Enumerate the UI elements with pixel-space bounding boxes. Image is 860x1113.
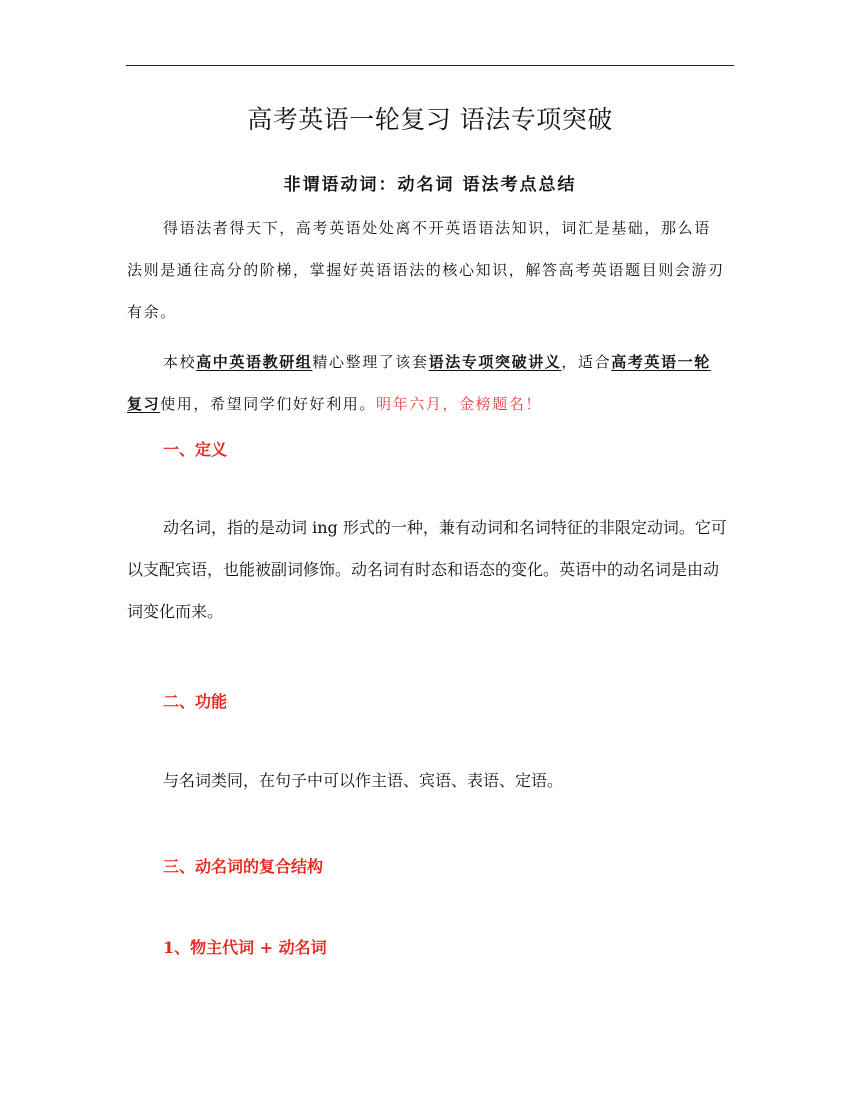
intro-text-part3: ，适合 bbox=[561, 353, 612, 371]
definition-text: 动名词，指的是动词 ing 形式的一种，兼有动词和名词特征的非限定动词。它可以支配宾语，也能被副词修饰。动名词有时态和语态的变化。英语中的动名词是由动词变化而来。 bbox=[127, 518, 727, 621]
section-body-function bbox=[127, 760, 727, 802]
intro-paragraph-1 bbox=[127, 207, 727, 333]
motto-highlight: 明年六月，金榜题名！ bbox=[376, 395, 543, 413]
subsection-heading-possessive-gerund: 1、物主代词 + 动名词 bbox=[163, 938, 327, 957]
teaching-group-link[interactable]: 高中英语教研组 bbox=[196, 353, 313, 371]
document-title: 高考英语一轮复习 语法专项突破 bbox=[247, 105, 613, 134]
section-heading-function: 二、功能 bbox=[163, 692, 228, 711]
intro-text-part4: 使用，希望同学们好好利用。 bbox=[160, 395, 377, 413]
intro-paragraph-2 bbox=[127, 341, 727, 425]
review-link[interactable]: 高考英语一轮复习 bbox=[127, 353, 711, 413]
intro-text-part2: 精心整理了该套 bbox=[312, 353, 429, 371]
section-heading-compound-structure: 三、动名词的复合结构 bbox=[163, 857, 324, 876]
function-text: 与名词类同，在句子中可以作主语、宾语、表语、定语。 bbox=[163, 771, 564, 790]
handout-link[interactable]: 语法专项突破讲义 bbox=[428, 353, 562, 371]
header-rule bbox=[126, 65, 734, 66]
section-heading-definition: 一、定义 bbox=[163, 440, 228, 459]
section-body-definition bbox=[127, 507, 727, 633]
intro-text-part1: 本校 bbox=[163, 353, 197, 371]
intro-paragraph-1-text: 得语法者得天下，高考英语处处离不开英语语法知识，词汇是基础，那么语法则是通往高分的阶梯，掌握好英语语法的核心知识，解答高考英语题目则会游刃有余。 bbox=[127, 219, 725, 321]
document-subtitle: 非谓语动词：动名词 语法考点总结 bbox=[283, 175, 577, 195]
